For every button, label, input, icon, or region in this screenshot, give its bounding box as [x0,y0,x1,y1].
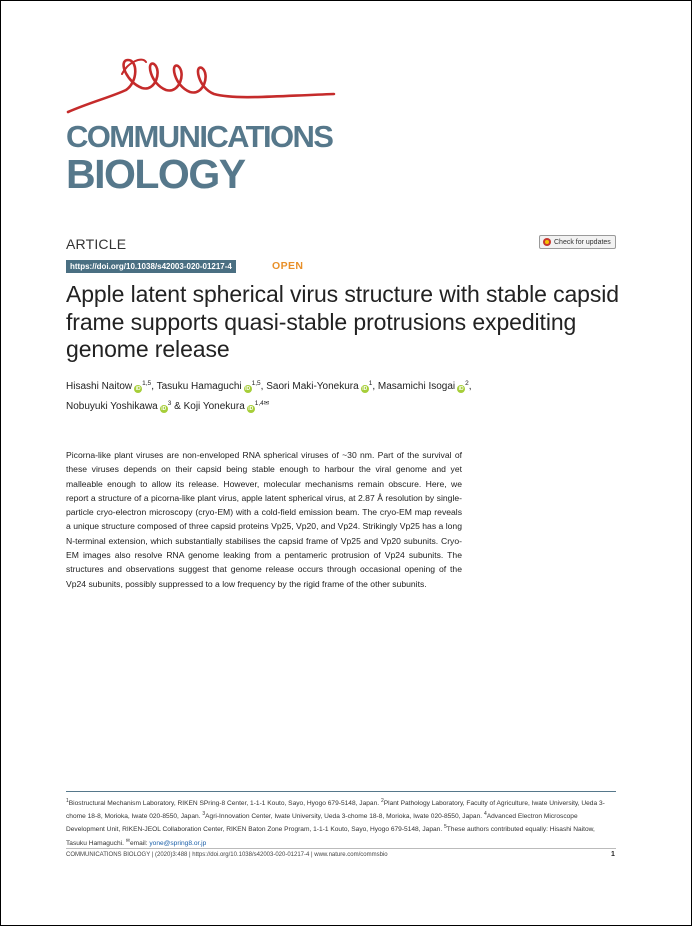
footnote-number: 2 [380,798,384,804]
email-label: email: [129,839,150,847]
journal-name-line1: COMMUNICATIONS [66,119,333,154]
article-title: Apple latent spherical virus structure with stable capsid frame supports quasi-stable protrusions expediting genome release [66,281,619,362]
footnote-text: Plant Pathology Laboratory, Faculty of Agriculture, Iwate University, Ueda 3-chome 18-8, Morioka, Iwate 020-8550, Japan. [66,800,605,821]
author-list [66,375,626,415]
footnote-number: 3 [202,811,206,818]
doi-link[interactable]: https://doi.org/10.1038/s42003-020-01217-4 [66,260,236,273]
author-affiliation: 2 [465,380,469,387]
journal-logo-wave-icon [66,52,336,120]
affiliations-footnotes [66,796,616,849]
footnote-text: Agri-Innovation Center, Iwate University, Ueda 3-chome 18-8, Morioka, Iwate 020-8550, Japan. [205,813,484,821]
abstract-text: Picorna-like plant viruses are non-enveloped RNA spherical viruses of ~30 nm. Part of the survival of these viruses depends on their capsid being stable enough to harbour the viral genome and yet malleable enough to allow its release. However, molecular mechanisms remain obscure. Here, we report a structure of a picorna-like plant virus, apple latent spherical virus, at 2.87 Å resolution by single-particle cryo-electron microscopy (cryo-EM) with a cold-field emission beam. The cryo-EM map reveals a unique structure composed of three capsid proteins Vp25, Vp20, and Vp24. Strikingly Vp25 has a long N-terminal extension, which substantially stabilises the capsid frame of Vp25 and Vp20 subunits. Cryo-EM images also resolve RNA genome leaking from a pentameric protrusion of Vp24 subunits. The structures and observations suggest that genome release occurs through occasional opening of the Vp24 subunits, possibly suppressed to a low frequency by the rigid frame of the other subunits. [66,450,462,589]
author-name[interactable]: Hisashi Naitow [66,381,133,392]
orcid-icon[interactable]: iD [458,386,464,392]
footnote-number: 5 [444,824,447,831]
footnote-number: 4 [483,811,487,818]
author-affiliation: 3 [167,400,172,407]
author-name[interactable]: Saori Maki-Yonekura [266,381,359,392]
orcid-icon[interactable]: iD [135,386,141,392]
footnote-text: Advanced Electron Microscope Development Unit, RIKEN-JEOL Collaboration Center, RIKEN Baton Zone Program, 1-1-1 Kouto, Sayo, Hyogo 679-5148, Japan. [66,813,578,834]
check-updates-icon [543,238,551,246]
article-type-label: ARTICLE [66,236,127,252]
author-separator: , [260,381,267,392]
author-separator: , [372,381,378,392]
footnote-number: 1 [66,798,69,804]
footnote-divider [66,791,616,792]
author-affiliation: 1 [368,380,373,387]
orcid-icon[interactable]: iD [245,386,251,392]
author-affiliation: 1,5 [142,380,152,387]
abstract [66,448,462,591]
orcid-icon[interactable]: iD [362,386,368,392]
open-access-label: OPEN [272,260,304,272]
check-for-updates-button[interactable] [539,235,616,249]
journal-name-line2: BIOLOGY [66,151,245,197]
page-number: 1 [611,851,615,858]
page-footer: COMMUNICATIONS BIOLOGY | (2020)3:488 | https://doi.org/10.1038/s42003-020-01217-4 | www.nature.com/commsbio [66,852,388,858]
email-link[interactable]: yone@spring8.or.jp [149,839,207,847]
orcid-icon[interactable]: iD [161,406,167,412]
author-separator: , [151,381,157,392]
orcid-icon[interactable]: iD [248,406,254,412]
footnote-text: These authors contributed equally: Hisashi Naitow, Tasuku Hamaguchi. [66,826,595,847]
footer-divider [66,848,616,849]
author-name[interactable]: Koji Yonekura [183,401,245,412]
author-name[interactable]: Tasuku Hamaguchi [156,381,242,392]
author-separator: & [171,401,184,412]
author-affiliation: 1,4✉ [254,400,270,407]
check-for-updates-label: Check for updates [554,238,611,246]
footnote-text: Biostructural Mechanism Laboratory, RIKEN SPring-8 Center, 1-1-1 Kouto, Sayo, Hyogo 679-5148, Japan. [68,800,381,807]
author-name[interactable]: Nobuyuki Yoshikawa [66,401,158,412]
envelope-icon: ✉ [125,837,130,844]
author-separator: , [468,381,472,392]
author-name[interactable]: Masamichi Isogai [377,381,456,392]
author-affiliation: 1,5 [251,380,261,387]
